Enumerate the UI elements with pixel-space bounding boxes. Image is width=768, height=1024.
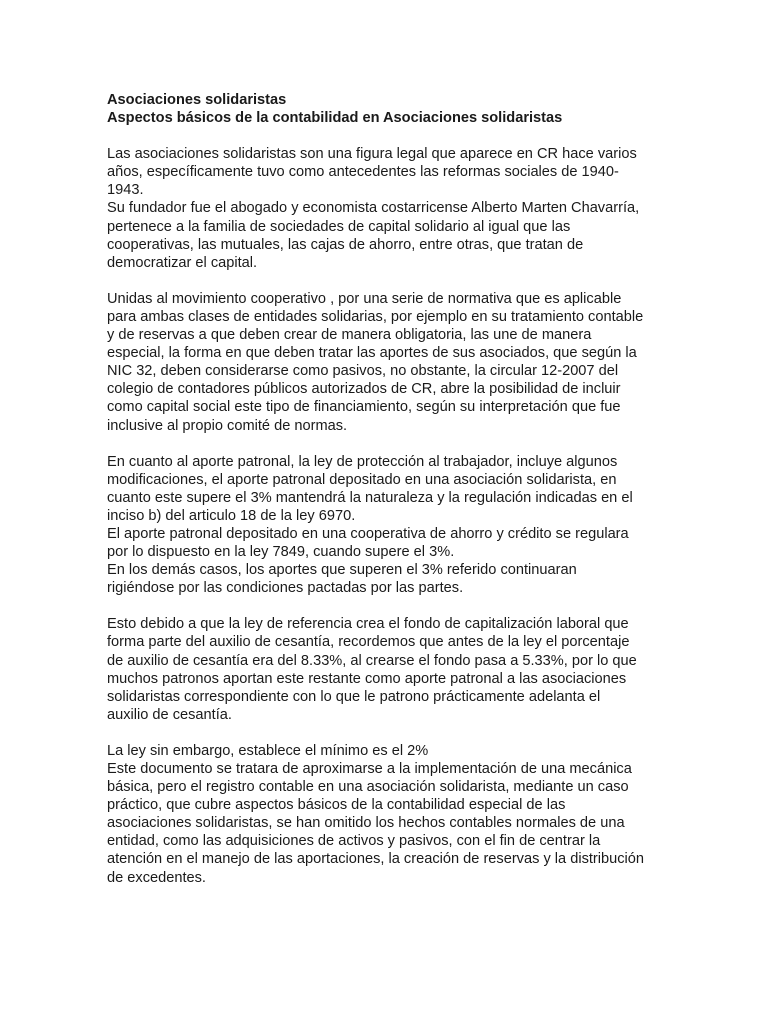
text-line: muchos patronos aportan este restante como aporte patronal a las asociaciones [107,670,627,687]
text-line: En los demás casos, los aportes que superen el 3% referido continuaran [107,562,577,579]
text-line: de excedentes. [107,869,206,886]
text-line: NIC 32, deben considerarse como pasivos, no obstante, la circular 12-2007 del [107,363,619,380]
text-line: forma parte del auxilio de cesantía, recordemos que antes de la ley el porcentaje [107,634,630,651]
document-subtitle: Aspectos básicos de la contabilidad en Asociaciones solidaristas [107,110,563,127]
text-line: cooperativas, las mutuales, las cajas de ahorro, entre otras, que tratan de [107,236,584,253]
text-line: rigiéndose por las condiciones pactadas por las partes. [107,580,464,597]
text-line: En cuanto al aporte patronal, la ley de protección al trabajador, incluye algunos [107,453,618,470]
text-line: básica, pero el registro contable en una asociación solidarista, mediante un caso [107,779,629,796]
text-line: Esto debido a que la ley de referencia crea el fondo de capitalización laboral que [107,616,629,633]
paragraph-severance-fund [107,615,667,724]
text-line: Unidas al movimiento cooperativo , por una serie de normativa que es aplicable [107,290,622,307]
text-line: asociaciones solidaristas, se han omitido los hechos contables normales de una [107,815,625,832]
text-line: entidad, como las adquisiciones de activos y pasivos, con el fin de centrar la [107,833,601,850]
text-line: La ley sin embargo, establece el mínimo es el 2% [107,742,429,759]
text-line: Las asociaciones solidaristas son una figura legal que aparece en CR hace varios [107,146,637,163]
document-page [107,91,667,905]
document-title: Asociaciones solidaristas [107,92,287,108]
text-line: El aporte patronal depositado en una cooperativa de ahorro y crédito se regulara [107,525,629,542]
text-line: para ambas clases de entidades solidarias, por ejemplo en su tratamiento contable [107,308,644,325]
text-line: Este documento se tratara de aproximarse a la implementación de una mecánica [107,761,632,777]
paragraph-cooperative-movement [107,290,667,435]
text-line: colegio de contadores públicos autorizados de CR, abre la posibilidad de incluir [107,381,621,398]
text-line: por lo dispuesto en la ley 7849, cuando supere el 3%. [107,544,455,561]
text-line: pertenece a la familia de sociedades de capital solidario al igual que las [107,218,571,235]
text-line: cuanto este supere el 3% mantendrá la naturaleza y la regulación indicadas en el [107,489,633,506]
text-line: especial, la forma en que deben tratar las aportes de sus asociados, que según la [107,345,637,362]
text-line: y de reservas a que deben crear de manera obligatoria, las une de manera [107,327,592,344]
text-line: inclusive al propio comité de normas. [107,417,348,434]
paragraph-employer-contribution [107,453,667,598]
text-line: solidaristas correspondiente con lo que le patrono prácticamente adelanta el [107,688,601,705]
text-line: democratizar el capital. [107,254,258,271]
text-line: auxilio de cesantía. [107,706,232,723]
text-line: práctico, que cubre aspectos básicos de la contabilidad especial de las [107,797,566,814]
text-line: de auxilio de cesantía era del 8.33%, al crearse el fondo pasa a 5.33%, por lo que [107,652,637,669]
text-line: años, específicamente tuvo como antecedentes las reformas sociales de 1940- [107,164,619,181]
text-line: como capital social este tipo de financiamiento, según su interpretación que fue [107,399,621,416]
text-line: Su fundador fue el abogado y economista costarricense Alberto Marten Chavarría, [107,200,640,217]
paragraph-origins [107,145,667,272]
text-line: 1943. [107,182,144,199]
text-line: modificaciones, el aporte patronal depositado en una asociación solidarista, en [107,471,617,488]
paragraph-document-scope [107,742,667,887]
text-line: inciso b) del articulo 18 de la ley 6970. [107,507,356,524]
text-line: atención en el manejo de las aportaciones, la creación de reservas y la distribución [107,851,645,868]
document-heading [107,91,667,127]
